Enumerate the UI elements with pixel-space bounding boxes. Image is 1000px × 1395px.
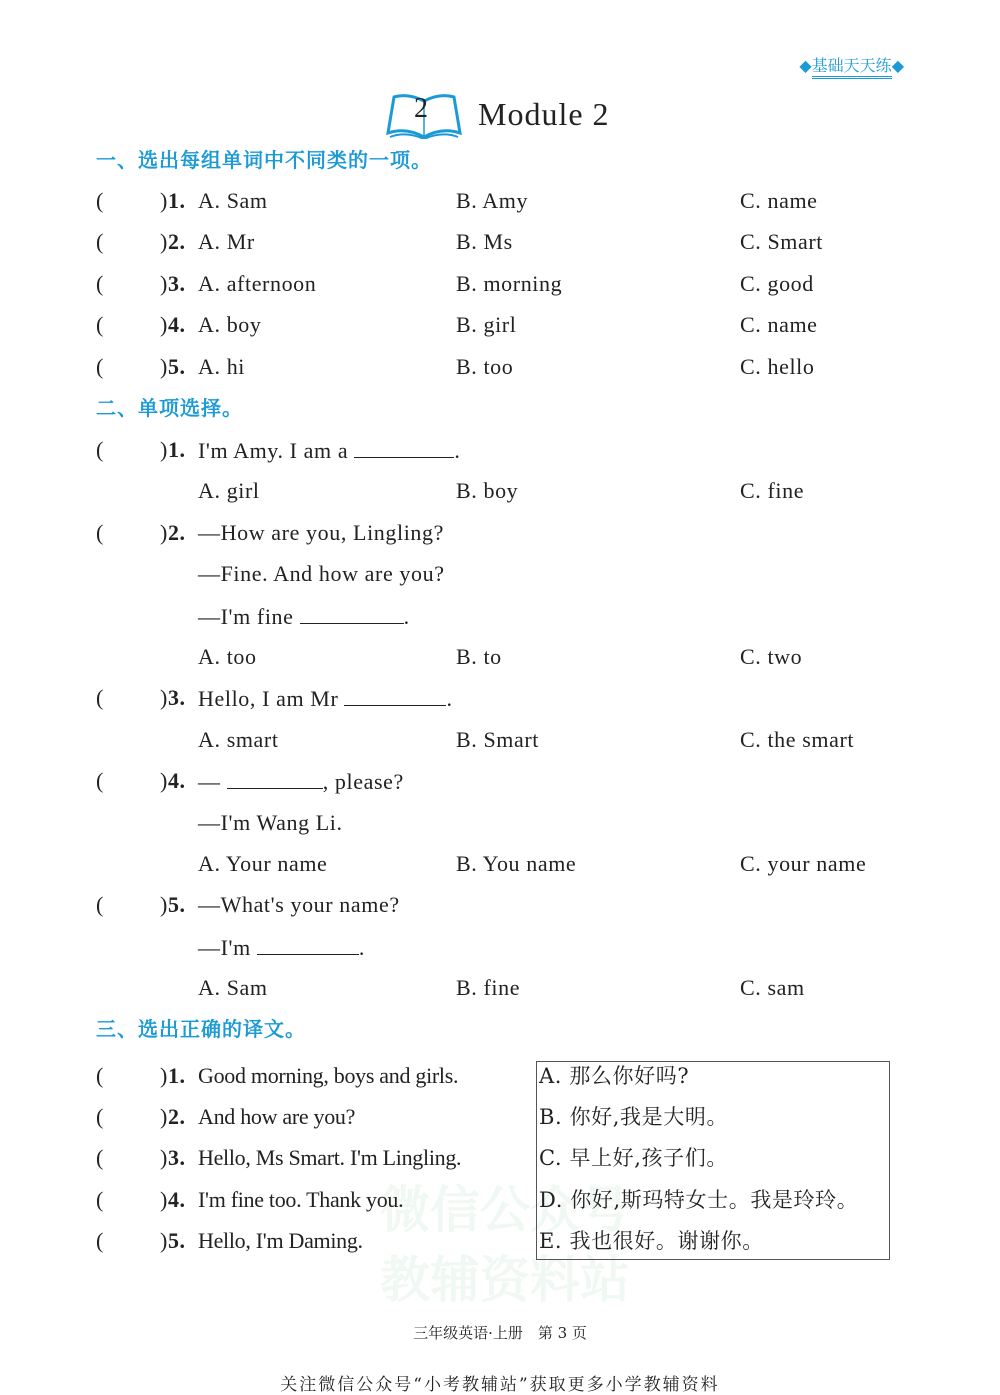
option-b: B. Smart (456, 727, 540, 752)
question-number: )3. (160, 271, 186, 296)
question-number: )5. (160, 354, 186, 379)
translation-option: B. 你好,我是大明。 (539, 1105, 729, 1129)
answer-paren-open[interactable]: ( (96, 892, 104, 917)
question-number: )4. (160, 312, 186, 337)
option-b: B. fine (456, 975, 521, 1000)
answer-blank[interactable] (227, 768, 323, 789)
question-stem: Hello, I am Mr . (198, 686, 453, 711)
option-a: A. Sam (198, 188, 268, 213)
answer-paren-open[interactable]: ( (96, 520, 104, 545)
option-b: B. too (456, 354, 514, 379)
question-number: )3. (160, 685, 186, 710)
answer-paren-open[interactable]: ( (96, 1145, 104, 1170)
option-b: B. to (456, 644, 502, 669)
sentence: Good morning, boys and girls. (198, 1063, 459, 1088)
option-c: C. the smart (740, 727, 855, 752)
answer-paren-open[interactable]: ( (96, 271, 104, 296)
option-c: C. your name (740, 851, 867, 876)
section-tag: ◆基础天天练◆ (799, 53, 904, 76)
question-stem: —I'm Wang Li. (198, 810, 343, 835)
sentence: Hello, I'm Daming. (198, 1228, 363, 1253)
question-number: )2. (160, 1104, 186, 1129)
option-c: C. name (740, 188, 818, 213)
page-footer: 三年级英语·上册 第 3 页 (413, 1324, 587, 1342)
option-b: B. Ms (456, 229, 513, 254)
watermark: 教辅资料站 (380, 1251, 630, 1309)
answer-paren-open[interactable]: ( (96, 1228, 104, 1253)
option-c: C. sam (740, 975, 805, 1000)
answer-paren-open[interactable]: ( (96, 768, 104, 793)
answer-blank[interactable] (354, 437, 454, 458)
sentence: And how are you? (198, 1104, 356, 1129)
option-a: A. Your name (198, 851, 328, 876)
answer-paren-open[interactable]: ( (96, 188, 104, 213)
sentence: Hello, Ms Smart. I'm Lingling. (198, 1145, 462, 1170)
option-c: C. fine (740, 478, 805, 503)
option-a: A. girl (198, 478, 260, 503)
option-c: C. Smart (740, 229, 824, 254)
translation-option: C. 早上好,孩子们。 (539, 1146, 728, 1170)
answer-paren-open[interactable]: ( (96, 437, 104, 462)
question-number: )1. (160, 1063, 186, 1088)
question-number: )3. (160, 1145, 186, 1170)
question-number: )1. (160, 188, 186, 213)
answer-blank[interactable] (344, 685, 446, 706)
answer-blank[interactable] (257, 934, 359, 955)
option-a: A. Sam (198, 975, 268, 1000)
answer-paren-open[interactable]: ( (96, 1104, 104, 1129)
option-a: A. smart (198, 727, 279, 752)
question-stem: — , please? (198, 769, 404, 794)
option-b: B. Amy (456, 188, 529, 213)
question-stem: —What's your name? (198, 892, 400, 917)
answer-paren-open[interactable]: ( (96, 312, 104, 337)
section1-heading: 一、选出每组单词中不同类的一项。 (96, 148, 432, 172)
question-stem: I'm Amy. I am a . (198, 438, 461, 463)
question-number: )1. (160, 437, 186, 462)
module-number: 2 (414, 93, 429, 124)
question-number: )4. (160, 1187, 186, 1212)
section2-heading: 二、单项选择。 (96, 396, 243, 420)
option-c: C. two (740, 644, 803, 669)
option-b: B. morning (456, 271, 563, 296)
question-stem: —I'm . (198, 935, 366, 960)
question-number: )2. (160, 229, 186, 254)
question-stem: —Fine. And how are you? (198, 561, 445, 586)
option-c: C. good (740, 271, 814, 296)
option-a: A. boy (198, 312, 262, 337)
answer-paren-open[interactable]: ( (96, 1187, 104, 1212)
answer-paren-open[interactable]: ( (96, 685, 104, 710)
question-stem: —I'm fine . (198, 604, 410, 629)
option-b: B. girl (456, 312, 517, 337)
option-a: A. afternoon (198, 271, 317, 296)
sentence: I'm fine too. Thank you. (198, 1187, 404, 1212)
answer-paren-open[interactable]: ( (96, 229, 104, 254)
option-a: A. hi (198, 354, 245, 379)
question-number: )4. (160, 768, 186, 793)
answer-paren-open[interactable]: ( (96, 354, 104, 379)
question-stem: —How are you, Lingling? (198, 520, 444, 545)
page-title: Module 2 (478, 96, 610, 132)
promo-text: 关注微信公众号“小考教辅站”获取更多小学教辅资料 (280, 1375, 720, 1395)
option-c: C. name (740, 312, 818, 337)
option-c: C. hello (740, 354, 815, 379)
section3-heading: 三、选出正确的译文。 (96, 1017, 306, 1041)
answer-paren-open[interactable]: ( (96, 1063, 104, 1088)
translation-option: A. 那么你好吗? (539, 1064, 690, 1088)
translation-option: E. 我也很好。谢谢你。 (539, 1229, 764, 1253)
option-b: B. You name (456, 851, 577, 876)
option-b: B. boy (456, 478, 519, 503)
option-a: A. too (198, 644, 257, 669)
question-number: )5. (160, 892, 186, 917)
question-number: )2. (160, 520, 186, 545)
translation-option: D. 你好,斯玛特女士。我是玲玲。 (539, 1188, 859, 1212)
option-a: A. Mr (198, 229, 255, 254)
answer-blank[interactable] (300, 603, 404, 624)
watermark: 微信公众号 (380, 1181, 630, 1239)
question-number: )5. (160, 1228, 186, 1253)
